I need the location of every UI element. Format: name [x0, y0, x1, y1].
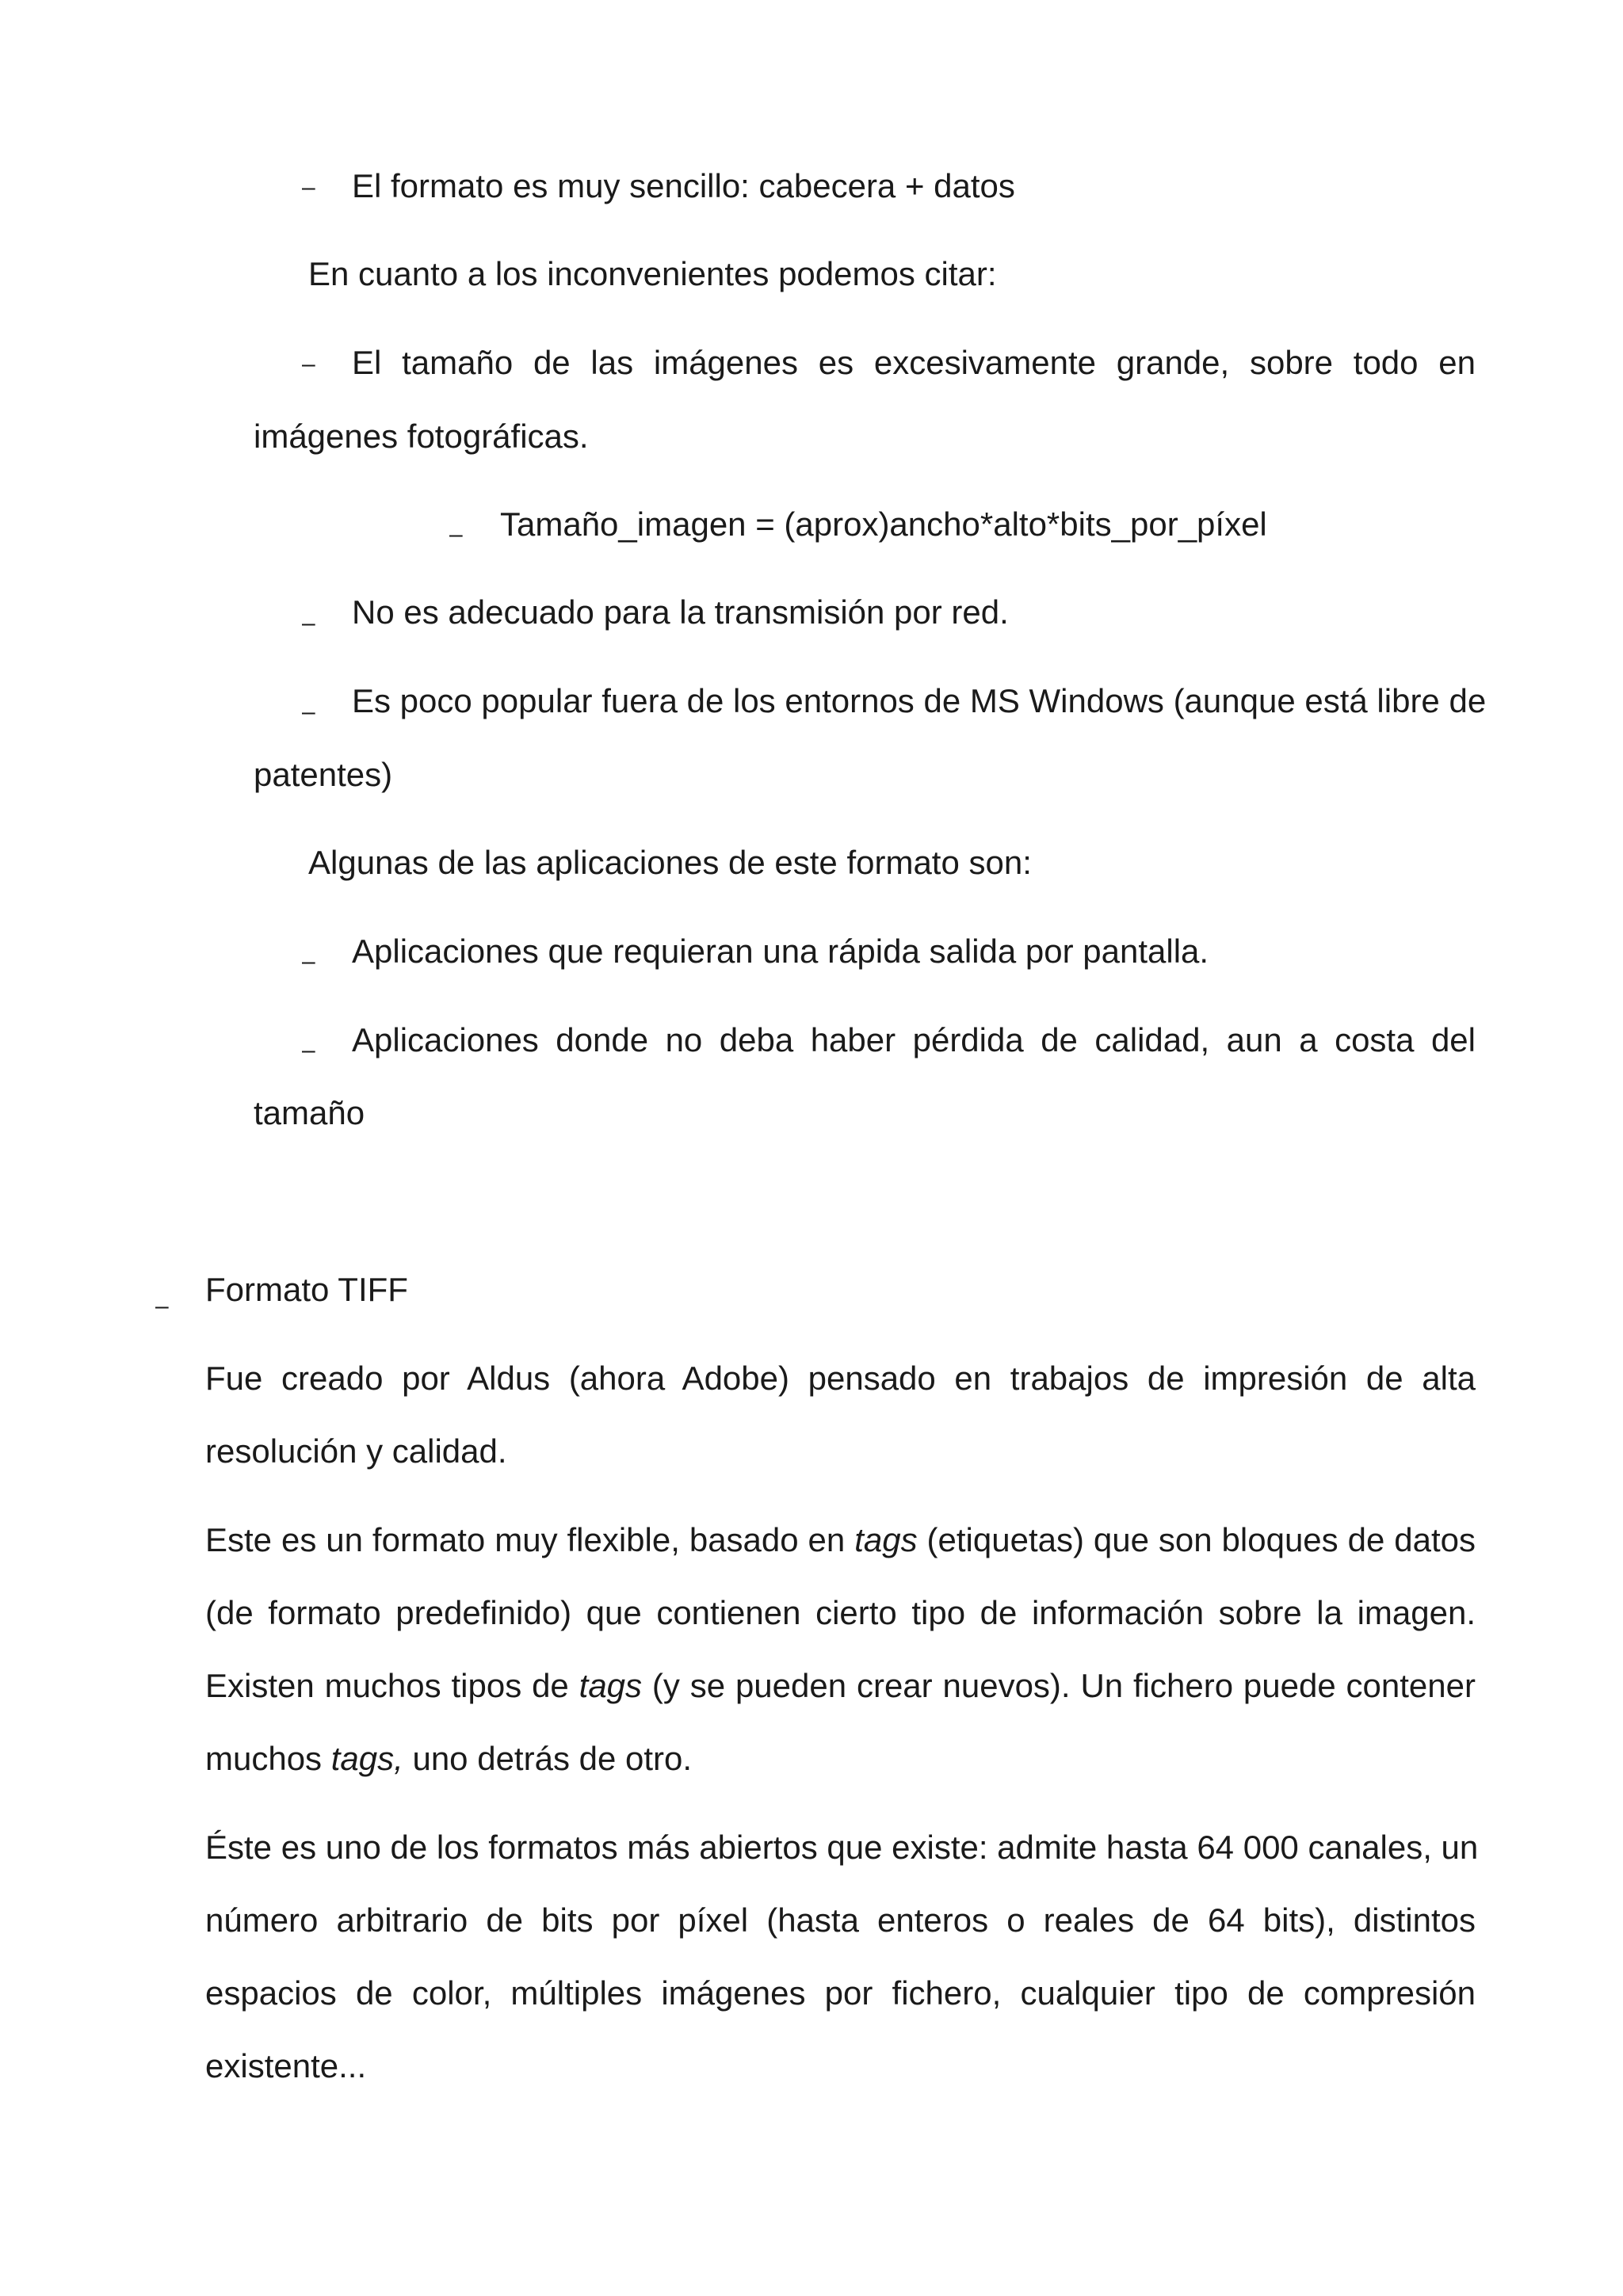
pros-last-item: El formato es muy sencillo: cabecera + datos	[352, 167, 1015, 204]
list-dash: –	[302, 351, 315, 377]
apps-intro: Algunas de las aplicaciones de este formato son:	[308, 844, 1032, 881]
list-dash: –	[302, 610, 315, 636]
tiff-para2-line4: muchos tags, uno detrás de otro.	[205, 1740, 693, 1777]
list-dash: –	[302, 699, 315, 725]
tiff-para3-line2: número arbitrario de bits por píxel (hasta enteros o reales de 64 bits), distintos	[205, 1901, 1476, 1939]
apps-item-2-line2: tamaño	[254, 1094, 365, 1131]
cons-item-3-line1: Es poco popular fuera de los entornos de MS Windows (aunque está libre de	[352, 682, 1487, 719]
list-dash: –	[302, 948, 315, 974]
tiff-para1-line2: resolución y calidad.	[205, 1432, 507, 1470]
apps-item-2-line1: Aplicaciones donde no deba haber pérdida de calidad, aun a costa del	[352, 1021, 1476, 1058]
cons-item-1-line1: El tamaño de las imágenes es excesivamente grande, sobre todo en	[352, 344, 1476, 381]
section-heading-tiff: Formato TIFF	[205, 1271, 408, 1308]
tiff-para2-line3: Existen muchos tipos de tags (y se pueden crear nuevos). Un fichero puede contener	[205, 1667, 1476, 1704]
tiff-para1-line1: Fue creado por Aldus (ahora Adobe) pensado en trabajos de impresión de alta	[205, 1360, 1476, 1397]
tiff-para2-line2: (de formato predefinido) que contienen cierto tipo de información sobre la imagen.	[205, 1594, 1476, 1631]
emphasis-tags: tags	[579, 1667, 643, 1704]
cons-item-1-line2: imágenes fotográficas.	[254, 418, 589, 455]
list-dash: –	[302, 1037, 315, 1063]
cons-item-3-line2: patentes)	[254, 756, 393, 793]
list-dash: –	[302, 174, 315, 200]
apps-item-1: Aplicaciones que requieran una rápida salida por pantalla.	[352, 933, 1209, 970]
cons-subitem-size-formula: Tamaño_imagen = (aprox)ancho*alto*bits_por_píxel	[500, 505, 1267, 543]
list-dash: –	[449, 521, 463, 547]
tiff-para3-line4: existente...	[205, 2047, 367, 2084]
emphasis-tags: tags,	[330, 1740, 403, 1777]
cons-item-2: No es adecuado para la transmisión por red.	[352, 593, 1009, 631]
cons-intro: En cuanto a los inconvenientes podemos citar:	[308, 255, 997, 292]
tiff-para2-line1: Este es un formato muy flexible, basado en tags (etiquetas) que son bloques de datos	[205, 1521, 1476, 1558]
emphasis-tags: tags	[854, 1521, 918, 1558]
tiff-para3-line1: Éste es uno de los formatos más abiertos que existe: admite hasta 64 000 canales, un	[205, 1829, 1479, 1866]
tiff-para3-line3: espacios de color, múltiples imágenes por fichero, cualquier tipo de compresión	[205, 1974, 1476, 2012]
list-dash: –	[155, 1293, 169, 1319]
